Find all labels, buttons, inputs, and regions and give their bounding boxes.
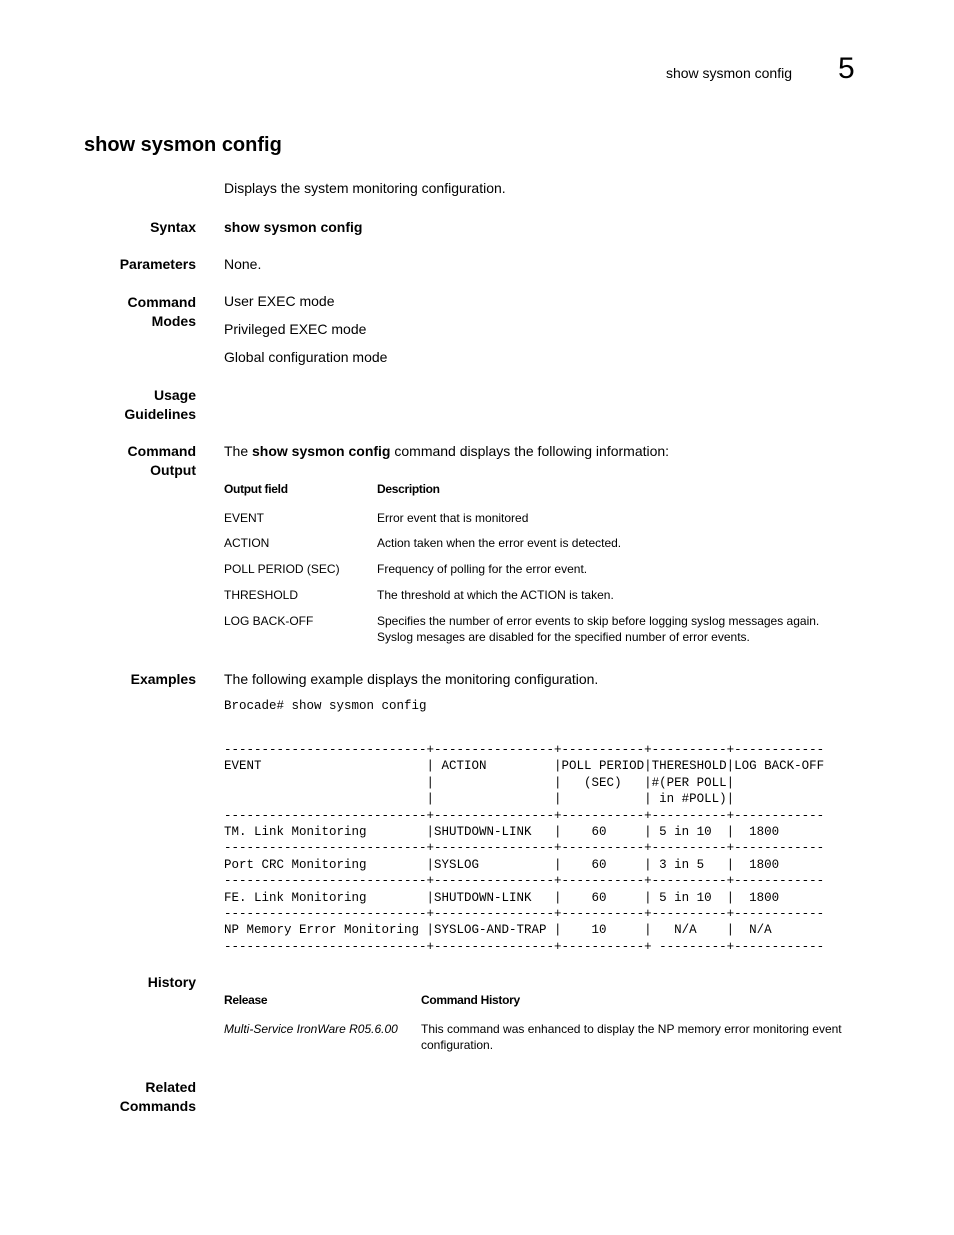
related-commands-label xyxy=(120,1078,196,1116)
output-field-description: Specifies the number of error events to skip before logging syslog messages again. Syslog mesages are disabled for the specified number of error events. xyxy=(377,614,820,644)
output-label-line: Output xyxy=(150,462,196,478)
intro-text: Displays the system monitoring configuration. xyxy=(224,180,506,196)
related-label-line: Related xyxy=(145,1079,196,1095)
history-label: History xyxy=(147,974,196,990)
chapter-number: 5 xyxy=(838,52,855,85)
examples-intro: The following example displays the monitoring configuration. xyxy=(224,671,599,687)
parameters-value: None. xyxy=(224,256,262,272)
example-command: Brocade# show sysmon config xyxy=(224,699,427,713)
output-field-name: THRESHOLD xyxy=(224,588,299,602)
output-table-header-field: Output field xyxy=(224,482,288,496)
command-mode-item: Global configuration mode xyxy=(224,349,388,365)
output-field-description: Frequency of polling for the error event. xyxy=(377,562,588,576)
command-modes-label-line: Modes xyxy=(151,313,196,329)
output-field-name: ACTION xyxy=(224,536,270,550)
output-intro-pre: The xyxy=(224,443,253,459)
running-header-title: show sysmon config xyxy=(665,65,792,81)
example-output: ---------------------------+----------------+-----------+----------+------------ EVENT | ACTION |POLL PERIOD|THERESHOLD|LOG BACK-OFF | | (SEC) |#(PER POLL| | | | in #POLL)| ---------------------------+----------------+-----------+----------+------------ TM. Link Monitoring |SHUTDOWN-LINK | 60 | 5 in 10 | 1800 ---------------------------+----------------+-----------+----------+------------ Port CRC Monitoring |SYSLOG | 60 | 3 in 5 | 1800 ---------------------------+----------------+-----------+----------+------------ FE. Link Monitoring |SHUTDOWN-LINK | 60 | 5 in 10 | 1800 ---------------------------+----------------+-----------+----------+------------ NP Memory Error Monitoring |SYSLOG-AND-TRAP | 10 | N/A | N/A ---------------------------+----------------+-----------+ ---------+------------ xyxy=(224,743,825,954)
output-field-description: The threshold at which the ACTION is taken. xyxy=(377,588,614,602)
output-field-name: POLL PERIOD (SEC) xyxy=(224,562,340,576)
syntax-label: Syntax xyxy=(150,219,196,235)
command-output-label xyxy=(128,442,196,480)
usage-label-line: Usage xyxy=(153,387,196,403)
syntax-value: show sysmon config xyxy=(224,219,363,235)
command-modes-label-line: Command xyxy=(127,294,196,310)
parameters-label: Parameters xyxy=(119,256,196,272)
history-header-release: Release xyxy=(224,993,268,1007)
history-description: This command was enhanced to display the NP memory error monitoring event configuration. xyxy=(421,1022,842,1052)
related-label-line: Commands xyxy=(119,1098,196,1114)
output-intro xyxy=(224,442,669,461)
usage-guidelines-label xyxy=(124,386,196,424)
history-release: Multi-Service IronWare R05.6.00 xyxy=(224,1022,398,1036)
command-mode-item: User EXEC mode xyxy=(224,293,335,309)
command-mode-item: Privileged EXEC mode xyxy=(224,321,367,337)
output-label-line: Command xyxy=(127,443,196,459)
page-title: show sysmon config xyxy=(84,134,282,156)
output-field-name: EVENT xyxy=(224,511,265,525)
output-intro-post: command displays the following information: xyxy=(390,443,670,459)
output-intro-command: show sysmon config xyxy=(252,443,391,459)
examples-label: Examples xyxy=(130,671,196,687)
output-field-name: LOG BACK-OFF xyxy=(224,614,314,628)
output-field-description: Action taken when the error event is detected. xyxy=(377,536,622,550)
output-field-description: Error event that is monitored xyxy=(377,511,529,525)
output-table-header-description: Description xyxy=(377,482,440,496)
command-modes-label xyxy=(128,293,196,331)
usage-label-line: Guidelines xyxy=(124,406,196,422)
history-header-command-history: Command History xyxy=(421,993,520,1007)
